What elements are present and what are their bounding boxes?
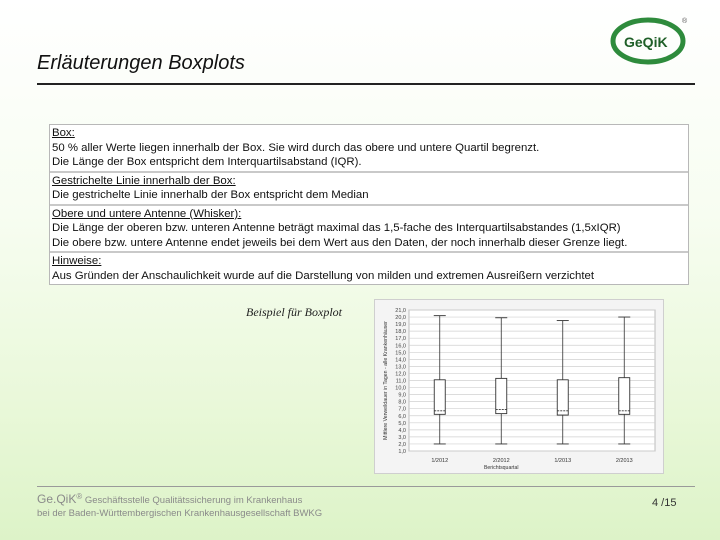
y-tick-label: 1,0 <box>398 449 406 455</box>
y-tick-label: 2,0 <box>398 441 406 448</box>
footer-line-2: bei der Baden-Württembergischen Krankenhausgesellschaft BWKG <box>37 508 323 519</box>
legend-heading: Hinweise: <box>52 255 102 267</box>
y-tick-label: 7,0 <box>398 406 406 413</box>
x-tick-label: 1/2012 <box>431 458 449 464</box>
legend-text: 50 % aller Werte liegen innerhalb der Box. Sie wird durch das obere und untere Quartil begrenzt. <box>52 141 540 154</box>
logo-registered: ® <box>682 18 688 25</box>
y-tick-label: 11,0 <box>395 378 406 385</box>
y-tick-label: 4,0 <box>398 427 406 434</box>
y-tick-label: 21,0 <box>395 308 406 314</box>
y-tick-label: 13,0 <box>395 364 406 371</box>
boxplot-svg <box>375 300 663 473</box>
y-tick-label: 15,0 <box>395 350 406 357</box>
boxplot-chart <box>374 299 664 474</box>
page-number: 4 /15 <box>652 497 677 509</box>
y-tick-label: 8,0 <box>398 399 406 406</box>
y-tick-label: 10,0 <box>395 385 406 392</box>
logo-text: GeQiK <box>624 34 668 50</box>
legend-row-hints <box>50 251 688 284</box>
geqik-logo <box>610 13 692 65</box>
x-tick-label: 1/2013 <box>554 458 572 464</box>
footer-rule <box>37 486 695 487</box>
legend-text: Aus Gründen der Anschaulichkeit wurde auf die Darstellung von milden und extremen Ausreißern verzichtet <box>52 269 594 282</box>
y-tick-label: 9,0 <box>398 392 406 399</box>
legend-text: Die gestrichelte Linie innerhalb der Box entspricht dem Median <box>52 189 369 201</box>
legend-row-median <box>50 171 688 204</box>
legend-heading: Gestrichelte Linie innerhalb der Box: <box>52 174 236 187</box>
legend-row-box <box>50 125 688 171</box>
footer-brand-reg: ® <box>76 492 83 501</box>
x-axis-label: Berichtsquartal <box>483 465 519 471</box>
box <box>496 378 507 413</box>
y-tick-label: 6,0 <box>398 413 406 420</box>
y-tick-label: 18,0 <box>395 329 406 336</box>
legend-text: Die obere bzw. untere Antenne endet jeweils bei dem Wert aus den Daten, der noch innerhalb dieser Grenze liegt. <box>52 236 628 249</box>
title-underline <box>37 83 695 85</box>
x-tick-label: 2/2013 <box>615 458 633 464</box>
box <box>557 380 568 415</box>
legend-text: Die Länge der oberen bzw. unteren Antenne beträgt maximal das 1,5-fache des Interquartilsabstandes (1,5xIQR) <box>52 222 621 234</box>
y-tick-label: 14,0 <box>395 357 406 364</box>
footer-line-1 <box>37 492 302 506</box>
slide-title: Erläuterungen Boxplots <box>37 52 245 74</box>
x-tick-label: 2/2012 <box>492 458 510 464</box>
boxplot-legend-table <box>49 124 689 285</box>
y-tick-label: 19,0 <box>395 322 406 329</box>
legend-text: Die Länge der Box entspricht dem Interquartilsabstand (IQR). <box>52 156 362 168</box>
y-tick-label: 20,0 <box>395 315 406 322</box>
y-tick-label: 5,0 <box>398 420 406 427</box>
chart-caption: Beispiel für Boxplot <box>246 305 342 319</box>
y-tick-label: 16,0 <box>395 343 406 350</box>
legend-row-whisker <box>50 204 688 252</box>
box <box>434 380 445 415</box>
legend-heading: Box: <box>52 127 75 139</box>
footer-brand: Ge.QiK <box>37 492 77 507</box>
y-tick-label: 12,0 <box>395 371 406 378</box>
y-tick-label: 3,0 <box>398 434 406 441</box>
y-axis-label: Mittlere Verweildauer in Tagen - alle Krankenhäuser <box>383 321 389 440</box>
footer-text-1: Geschäftsstelle Qualitätssicherung im Krankenhaus <box>82 495 303 507</box>
y-tick-label: 17,0 <box>395 336 406 343</box>
box <box>619 378 630 415</box>
legend-heading: Obere und untere Antenne (Whisker): <box>52 207 242 220</box>
